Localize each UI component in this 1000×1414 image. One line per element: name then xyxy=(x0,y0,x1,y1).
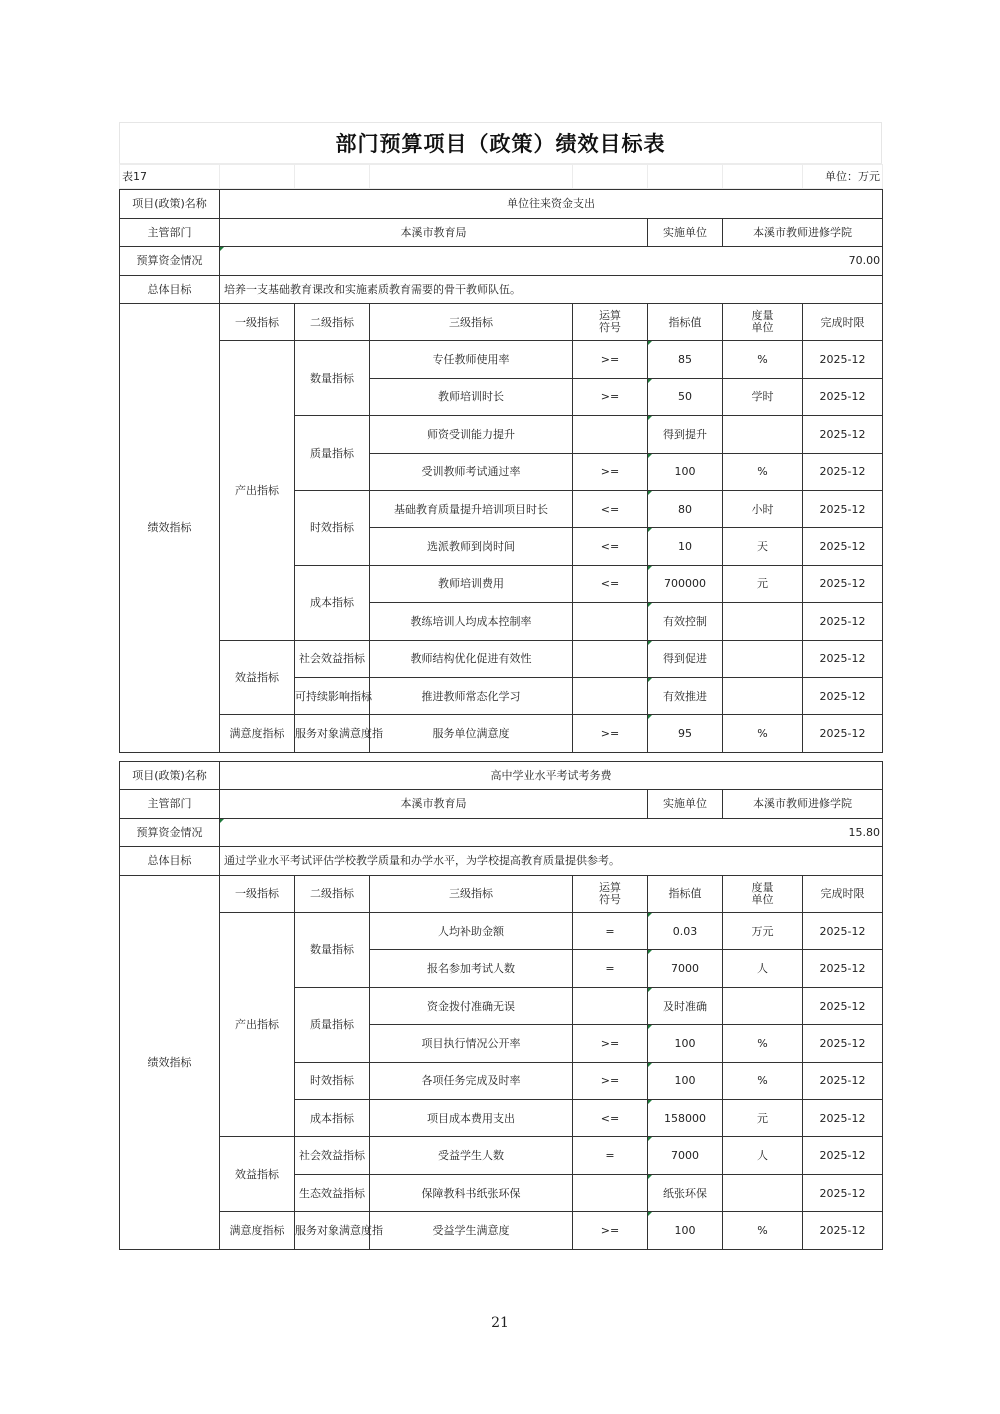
unit-cell: % xyxy=(723,1062,803,1099)
level3-cell: 教师结构优化促进有效性 xyxy=(370,640,573,677)
page-title: 部门预算项目（政策）绩效目标表 xyxy=(119,122,882,164)
meta-row xyxy=(119,164,883,189)
dept-label: 主管部门 xyxy=(120,790,220,819)
dept-value: 本溪市教育局 xyxy=(220,218,648,247)
deadline-cell: 2025-12 xyxy=(803,341,883,378)
target-value-cell: 85 xyxy=(648,341,723,378)
target-value-cell: 及时准确 xyxy=(648,987,723,1024)
operator-header-line1: 运算 xyxy=(599,309,621,323)
operator-cell: >= xyxy=(573,453,648,490)
operator-cell: <= xyxy=(573,528,648,565)
budget-value: 15.80 xyxy=(220,818,883,847)
level3-cell: 资金拨付准确无误 xyxy=(370,987,573,1024)
unit-cell xyxy=(723,416,803,453)
level3-cell: 教练培训人均成本控制率 xyxy=(370,603,573,640)
target-value-cell: 158000 xyxy=(648,1100,723,1137)
level1-cell: 效益指标 xyxy=(220,1137,295,1212)
unit-header-line1: 度量 xyxy=(751,880,774,894)
target-value-cell: 10 xyxy=(648,528,723,565)
level2-cell: 数量指标 xyxy=(295,341,370,416)
operator-header-line2: 符号 xyxy=(599,321,621,335)
impl-unit-label: 实施单位 xyxy=(648,218,723,247)
level3-cell: 师资受训能力提升 xyxy=(370,416,573,453)
unit-cell: % xyxy=(723,1212,803,1249)
deadline-cell: 2025-12 xyxy=(803,1025,883,1062)
operator-cell: >= xyxy=(573,1062,648,1099)
goal-label: 总体目标 xyxy=(120,275,220,304)
impl-unit-value: 本溪市教师进修学院 xyxy=(723,790,883,819)
level2-cell: 社会效益指标 xyxy=(295,1137,370,1174)
level2-cell: 数量指标 xyxy=(295,913,370,988)
project-name-label: 项目(政策)名称 xyxy=(120,190,220,219)
level2-cell: 时效指标 xyxy=(295,490,370,565)
level2-cell: 生态效益指标 xyxy=(295,1174,370,1211)
operator-cell xyxy=(573,640,648,677)
deadline-cell: 2025-12 xyxy=(803,913,883,950)
level2-cell: 成本指标 xyxy=(295,1100,370,1137)
unit-cell: 万元 xyxy=(723,913,803,950)
operator-cell: = xyxy=(573,913,648,950)
target-value-cell: 纸张环保 xyxy=(648,1174,723,1211)
unit-cell: 天 xyxy=(723,528,803,565)
budget-value: 70.00 xyxy=(220,247,883,276)
level2-cell: 社会效益指标 xyxy=(295,640,370,677)
deadline-cell: 2025-12 xyxy=(803,378,883,415)
operator-cell: >= xyxy=(573,1212,648,1249)
unit-cell: 元 xyxy=(723,565,803,602)
deadline-header: 完成时限 xyxy=(803,875,883,912)
target-value-cell: 7000 xyxy=(648,1137,723,1174)
impl-unit-label: 实施单位 xyxy=(648,790,723,819)
deadline-cell: 2025-12 xyxy=(803,1100,883,1137)
level2-cell: 成本指标 xyxy=(295,565,370,640)
level3-cell: 项目成本费用支出 xyxy=(370,1100,573,1137)
level3-cell: 教师培训费用 xyxy=(370,565,573,602)
operator-cell: >= xyxy=(573,341,648,378)
target-value-cell: 得到提升 xyxy=(648,416,723,453)
operator-cell: <= xyxy=(573,1100,648,1137)
deadline-cell: 2025-12 xyxy=(803,987,883,1024)
level2-header: 二级指标 xyxy=(295,304,370,341)
level1-cell: 满意度指标 xyxy=(220,715,295,752)
level3-cell: 教师培训时长 xyxy=(370,378,573,415)
operator-header xyxy=(573,875,648,912)
project-tables xyxy=(119,189,882,1250)
deadline-cell: 2025-12 xyxy=(803,603,883,640)
level3-cell: 受益学生人数 xyxy=(370,1137,573,1174)
target-value-cell: 100 xyxy=(648,1025,723,1062)
unit-cell: 小时 xyxy=(723,490,803,527)
project-name: 单位往来资金支出 xyxy=(220,190,883,219)
table-gap xyxy=(119,753,882,761)
unit-header-line2: 单位 xyxy=(751,321,774,335)
target-value-cell: 有效推进 xyxy=(648,677,723,714)
unit-cell: 人 xyxy=(723,950,803,987)
indicators-label: 绩效指标 xyxy=(120,875,220,1249)
target-value-cell: 100 xyxy=(648,1062,723,1099)
table-row xyxy=(120,913,883,950)
unit-cell xyxy=(723,603,803,640)
deadline-cell: 2025-12 xyxy=(803,1137,883,1174)
table-row xyxy=(120,640,883,677)
target-value-cell: 有效控制 xyxy=(648,603,723,640)
unit-cell: 元 xyxy=(723,1100,803,1137)
level1-cell: 产出指标 xyxy=(220,341,295,640)
deadline-cell: 2025-12 xyxy=(803,416,883,453)
level1-cell: 效益指标 xyxy=(220,640,295,715)
target-value-cell: 得到促进 xyxy=(648,640,723,677)
level1-header: 一级指标 xyxy=(220,875,295,912)
operator-cell xyxy=(573,987,648,1024)
level1-cell: 满意度指标 xyxy=(220,1212,295,1249)
operator-cell xyxy=(573,416,648,453)
unit-header xyxy=(723,875,803,912)
operator-cell xyxy=(573,677,648,714)
level3-cell: 保障教科书纸张环保 xyxy=(370,1174,573,1211)
level2-cell: 质量指标 xyxy=(295,416,370,491)
table-row xyxy=(120,715,883,752)
level2-header: 二级指标 xyxy=(295,875,370,912)
target-header: 指标值 xyxy=(648,875,723,912)
level2-cell: 服务对象满意度指 xyxy=(295,1212,370,1249)
operator-cell: = xyxy=(573,950,648,987)
project-table xyxy=(119,189,883,753)
target-value-cell: 100 xyxy=(648,1212,723,1249)
unit-cell: % xyxy=(723,453,803,490)
level3-cell: 各项任务完成及时率 xyxy=(370,1062,573,1099)
impl-unit-value: 本溪市教师进修学院 xyxy=(723,218,883,247)
deadline-header: 完成时限 xyxy=(803,304,883,341)
level3-cell: 项目执行情况公开率 xyxy=(370,1025,573,1062)
budget-label: 预算资金情况 xyxy=(120,818,220,847)
level2-cell: 质量指标 xyxy=(295,987,370,1062)
deadline-cell: 2025-12 xyxy=(803,640,883,677)
unit-cell: 人 xyxy=(723,1137,803,1174)
deadline-cell: 2025-12 xyxy=(803,677,883,714)
level2-cell: 时效指标 xyxy=(295,1062,370,1099)
dept-label: 主管部门 xyxy=(120,218,220,247)
target-value-cell: 700000 xyxy=(648,565,723,602)
unit-cell: % xyxy=(723,715,803,752)
level1-cell: 产出指标 xyxy=(220,913,295,1137)
indicators-label: 绩效指标 xyxy=(120,304,220,753)
operator-cell xyxy=(573,1174,648,1211)
page-number: 21 xyxy=(491,1315,509,1331)
deadline-cell: 2025-12 xyxy=(803,565,883,602)
unit-header xyxy=(723,304,803,341)
target-value-cell: 50 xyxy=(648,378,723,415)
target-value-cell: 7000 xyxy=(648,950,723,987)
operator-cell: <= xyxy=(573,565,648,602)
target-value-cell: 100 xyxy=(648,453,723,490)
deadline-cell: 2025-12 xyxy=(803,715,883,752)
deadline-cell: 2025-12 xyxy=(803,1174,883,1211)
level3-cell: 报名参加考试人数 xyxy=(370,950,573,987)
deadline-cell: 2025-12 xyxy=(803,1212,883,1249)
operator-cell xyxy=(573,603,648,640)
target-value-cell: 0.03 xyxy=(648,913,723,950)
operator-header-line2: 符号 xyxy=(599,892,621,906)
operator-header xyxy=(573,304,648,341)
operator-cell: <= xyxy=(573,490,648,527)
goal-label: 总体目标 xyxy=(120,847,220,876)
unit-cell: % xyxy=(723,341,803,378)
level2-cell: 服务对象满意度指 xyxy=(295,715,370,752)
level3-header: 三级指标 xyxy=(370,875,573,912)
operator-cell: >= xyxy=(573,378,648,415)
table-row xyxy=(120,341,883,378)
budget-sheet xyxy=(119,122,882,1250)
level1-header: 一级指标 xyxy=(220,304,295,341)
unit-note: 单位：万元 xyxy=(803,165,883,189)
budget-label: 预算资金情况 xyxy=(120,247,220,276)
table-number: 表17 xyxy=(120,165,220,189)
operator-cell: = xyxy=(573,1137,648,1174)
deadline-cell: 2025-12 xyxy=(803,950,883,987)
unit-cell: 学时 xyxy=(723,378,803,415)
project-name-label: 项目(政策)名称 xyxy=(120,761,220,790)
level3-cell: 服务单位满意度 xyxy=(370,715,573,752)
level3-cell: 人均补助金额 xyxy=(370,913,573,950)
unit-cell xyxy=(723,677,803,714)
level3-header: 三级指标 xyxy=(370,304,573,341)
unit-header-line1: 度量 xyxy=(751,309,774,323)
operator-header-line1: 运算 xyxy=(599,880,621,894)
deadline-cell: 2025-12 xyxy=(803,490,883,527)
target-value-cell: 80 xyxy=(648,490,723,527)
deadline-cell: 2025-12 xyxy=(803,528,883,565)
goal-text: 通过学业水平考试评估学校教学质量和办学水平，为学校提高教育质量提供参考。 xyxy=(220,847,883,876)
deadline-cell: 2025-12 xyxy=(803,1062,883,1099)
target-value-cell: 95 xyxy=(648,715,723,752)
goal-text: 培养一支基础教育课改和实施素质教育需要的骨干教师队伍。 xyxy=(220,275,883,304)
project-name: 高中学业水平考试考务费 xyxy=(220,761,883,790)
level3-cell: 受训教师考试通过率 xyxy=(370,453,573,490)
unit-cell: % xyxy=(723,1025,803,1062)
project-table xyxy=(119,761,883,1250)
target-header: 指标值 xyxy=(648,304,723,341)
deadline-cell: 2025-12 xyxy=(803,453,883,490)
level3-cell: 受益学生满意度 xyxy=(370,1212,573,1249)
table-row xyxy=(120,1137,883,1174)
operator-cell: >= xyxy=(573,715,648,752)
level3-cell: 专任教师使用率 xyxy=(370,341,573,378)
dept-value: 本溪市教育局 xyxy=(220,790,648,819)
operator-cell: >= xyxy=(573,1025,648,1062)
unit-cell xyxy=(723,640,803,677)
unit-cell xyxy=(723,1174,803,1211)
table-row xyxy=(120,1212,883,1249)
unit-header-line2: 单位 xyxy=(751,892,774,906)
level3-cell: 基础教育质量提升培训项目时长 xyxy=(370,490,573,527)
level3-cell: 选派教师到岗时间 xyxy=(370,528,573,565)
level3-cell: 推进教师常态化学习 xyxy=(370,677,573,714)
unit-cell xyxy=(723,987,803,1024)
level2-cell: 可持续影响指标 xyxy=(295,677,370,714)
